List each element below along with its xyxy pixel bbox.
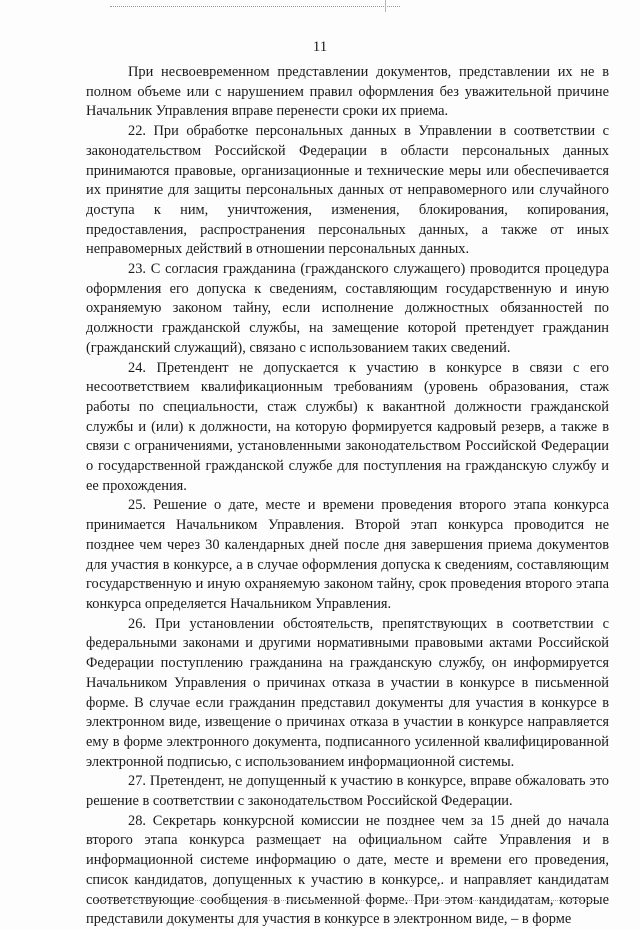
paragraph-27: 27. Претендент, не допущенный к участию в конкурсе, вправе обжаловать это решение в соответствии с законодательством Российской Федерации. (86, 773, 609, 810)
paragraph-23: 23. С согласия гражданина (гражданского служащего) проводится процедура оформления его допуска к сведениям, составляющим государственную и иную охраняемую законом тайну, если исполнение должностных обязанностей по должности гражданской службы, на замещение которой претендует гражданин (гражданский служащий), связано с использованием таких сведений. (86, 261, 609, 356)
paragraph-26: 26. При установлении обстоятельств, препятствующих в соответствии с федеральными законами и другими нормативными правовыми актами Российской Федерации поступлению гражданина на гражданскую службу, он информируется Начальником Управления о причинах отказа в участии в конкурсе в письменной форме. В случае если гражданин представил документы для участия в конкурсе в электронном виде, извещение о причинах отказа в участии в конкурсе направляется ему в форме электронного документа, подписанного усиленной квалифицированной электронной подписью, с использованием информационной системы. (86, 615, 609, 770)
paragraph-continued: При несвоевременном представлении документов, представлении их не в полном объеме или с нарушением правил оформления без уважительной причине Начальник Управления вправе перенести сроки их приема. (86, 64, 609, 120)
paragraph-24: 24. Претендент не допускается к участию в конкурсе в связи с его несоответствием квалификационным требованиям (уровень образования, стаж работы по специальности, стаж службы) к вакантной должности гражданской службы и (или) к должности, на которую формируется кадровый резерв, а также в связи с ограничениями, установленными законодательством Российской Федерации о государственной гражданской службе для поступления на гражданскую службу и ее прохождения. (86, 359, 609, 494)
scan-bottom-edge-line (96, 900, 596, 901)
page-number: 11 (312, 39, 328, 55)
scan-top-edge-line (110, 6, 400, 7)
document-body (86, 63, 609, 930)
scan-top-edge-tick (385, 0, 386, 12)
paragraph-22: 22. При обработке персональных данных в Управлении в соответствии с законодательством Российской Федерации в области персональных данных принимаются правовые, организационные и технические меры или обеспечивается их принятие для защиты персональных данных от неправомерного или случайного доступа к ним, уничтожения, изменения, блокирования, копирования, предоставления, распространения персональных данных, а также от иных неправомерных действий в отношении персональных данных. (86, 123, 609, 258)
paragraph-28: 28. Секретарь конкурсной комиссии не позднее чем за 15 дней до начала второго этапа конкурса размещает на официальном сайте Управления и в информационной системе информацию о дате, месте и времени его проведения, список кандидатов, допущенных к участию в конкурсе,. и направляет кандидатам соответствующие сообщения в письменной форме. При этом кандидатам, которые представили документы для участия в конкурсе в электронном виде, – в форме (86, 812, 609, 928)
paragraph-25: 25. Решение о дате, месте и времени проведения второго этапа конкурса принимается Начальником Управления. Второй этап конкурса проводится не позднее чем через 30 календарных дней после дня завершения приема документов для участия в конкурсе, а в случае оформления допуска к сведениям, составляющим государственную и иную охраняемую законом тайну, срок проведения второго этапа конкурса определяется Начальником Управления. (86, 497, 609, 612)
